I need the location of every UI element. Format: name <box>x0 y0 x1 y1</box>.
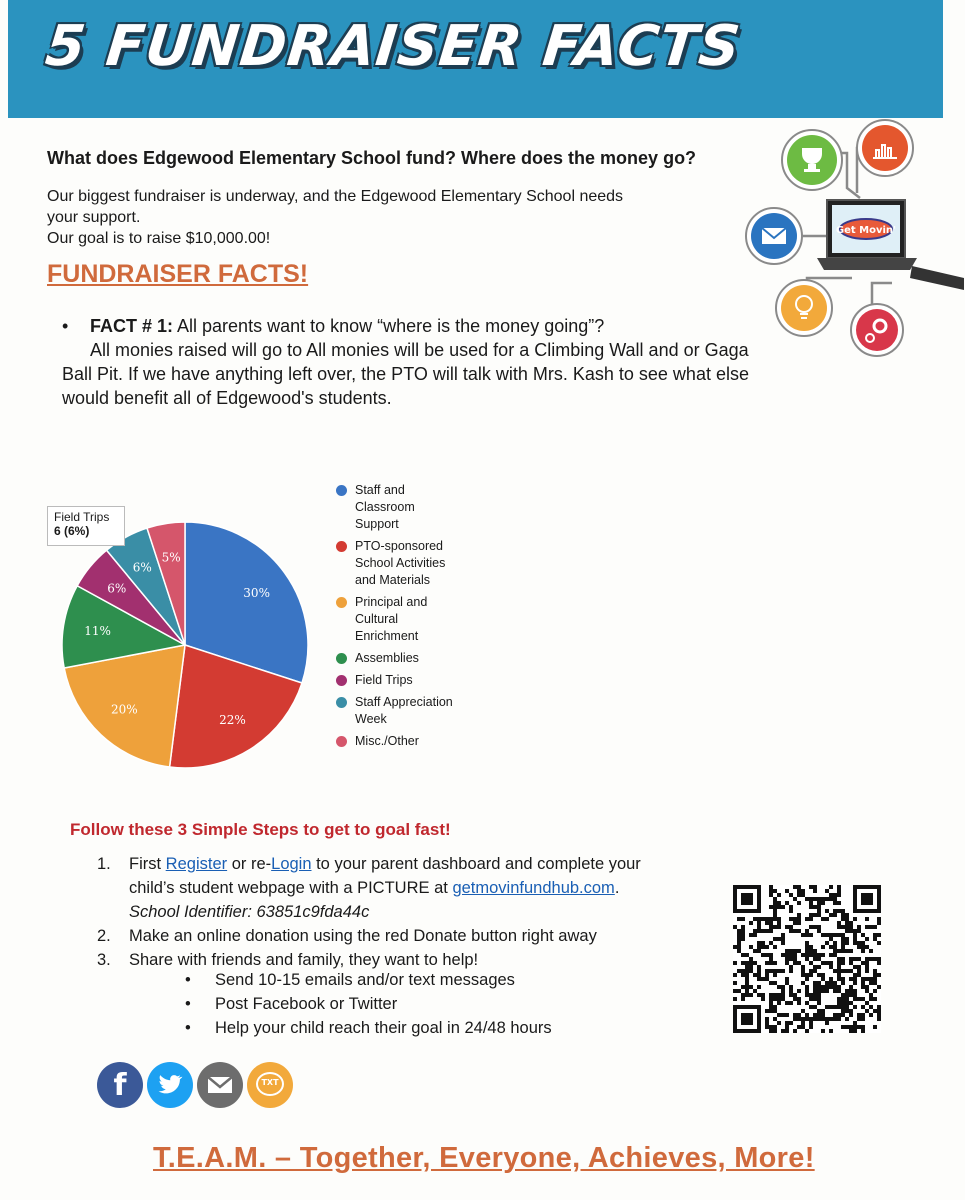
fact-1-label: FACT # 1: <box>90 316 174 336</box>
legend-item[interactable] <box>336 694 496 728</box>
legend-label: Assemblies <box>355 651 419 665</box>
legend-item[interactable] <box>336 482 496 533</box>
txt-label: TXT <box>261 1078 279 1087</box>
step-1-text-d: child’s student webpage with a PICTURE at <box>129 879 453 897</box>
legend-label: Misc./Other <box>355 734 419 748</box>
title-banner <box>8 0 943 118</box>
fact-1-line-2: All monies raised will go to All monies will be used for a Climbing Wall and or Gaga <box>90 340 749 360</box>
step-2 <box>97 924 697 948</box>
twitter-icon[interactable] <box>147 1062 193 1108</box>
chart-tooltip <box>47 506 125 546</box>
step-1 <box>97 852 697 924</box>
share-bullet-1: • Send 10-15 emails and/or text messages <box>185 968 745 992</box>
intro-question: What does Edgewood Elementary School fund? Where does the money go? <box>47 148 697 168</box>
steps-list <box>97 852 697 972</box>
fact-1-line-3: Ball Pit. If we have anything left over, the PTO will talk with Mrs. Kash to see what else <box>62 364 749 384</box>
intro-line-1: Our biggest fundraiser is underway, and the Edgewood Elementary School needs <box>47 188 624 205</box>
facebook-icon[interactable]: f <box>97 1062 143 1108</box>
pie-slice-label: 22% <box>219 712 246 727</box>
legend-dot <box>336 697 347 708</box>
legend-item[interactable] <box>336 733 496 750</box>
qr-code[interactable] <box>732 885 882 1033</box>
step-1-number: 1. <box>97 855 111 873</box>
legend-label: Week <box>355 712 387 726</box>
pie-slice-label: 5% <box>161 550 181 565</box>
step-3-text: Share with friends and family, they want to help! <box>129 951 479 969</box>
step-2-number: 2. <box>97 927 111 945</box>
legend-label: Support <box>355 517 399 531</box>
legend-label: Classroom <box>355 500 415 514</box>
pie-slice-label: 11% <box>84 624 111 639</box>
facts-heading: FUNDRAISER FACTS! <box>47 260 309 288</box>
step-1-text-e: . <box>614 879 620 897</box>
step-2-text: Make an online donation using the red Donate button right away <box>129 927 597 945</box>
legend-item[interactable] <box>336 672 496 689</box>
legend-label: Field Trips <box>355 673 413 687</box>
legend-label: Principal and <box>355 595 428 609</box>
text-message-icon[interactable] <box>247 1062 293 1108</box>
steps-heading: Follow these 3 Simple Steps to get to goal fast! <box>70 820 451 839</box>
legend-item[interactable] <box>336 594 496 645</box>
chart-icon <box>857 120 913 176</box>
intro-text <box>47 186 697 249</box>
trophy-icon <box>782 130 842 190</box>
intro-line-2: your support. <box>47 209 141 226</box>
step-1-text-c: to your parent dashboard and complete your <box>311 855 641 873</box>
school-identifier: School Identifier: 63851c9fda44c <box>129 903 370 921</box>
share-bullet-3: • Help your child reach their goal in 24/48 hours <box>185 1016 745 1040</box>
legend-dot <box>336 736 347 747</box>
legend-label: PTO-sponsored <box>355 539 444 553</box>
legend-item[interactable] <box>336 538 496 589</box>
legend-label: Staff and <box>355 483 405 497</box>
login-link[interactable]: Login <box>271 855 312 873</box>
legend-label: and Materials <box>355 573 431 587</box>
email-icon <box>746 208 802 264</box>
legend-dot <box>336 675 347 686</box>
legend-item[interactable] <box>336 650 496 667</box>
legend-dot <box>336 485 347 496</box>
step-1-text-b: or re- <box>227 855 272 873</box>
chart-legend <box>336 482 496 755</box>
intro-line-3: Our goal is to raise $10,000.00! <box>47 230 271 247</box>
legend-label: School Activities <box>355 556 446 570</box>
team-slogan: T.E.A.M. – Together, Everyone, Achieves, More! <box>153 1142 815 1174</box>
bullet-glyph: • <box>62 316 69 336</box>
share-bullets <box>129 968 745 1040</box>
legend-dot <box>336 541 347 552</box>
fact-1-line-1: All parents want to know “where is the money going”? <box>173 316 605 336</box>
laptop-icon <box>817 200 964 290</box>
fact-1-line-4: would benefit all of Edgewood's students. <box>62 388 392 408</box>
fact-1 <box>62 314 872 410</box>
share-bullet-2: • Post Facebook or Twitter <box>185 992 745 1016</box>
pie-slice-label: 20% <box>111 702 138 717</box>
legend-dot <box>336 653 347 664</box>
legend-label: Cultural <box>355 612 399 626</box>
step-1-text-a: First <box>129 855 166 873</box>
pie-slice-label: 6% <box>132 560 152 575</box>
pie-slice-label: 30% <box>243 585 270 600</box>
tooltip-name: Field Trips <box>54 510 110 524</box>
page-title: 5 FUNDRAISER FACTS <box>42 14 744 79</box>
site-link[interactable]: getmovinfundhub.com <box>452 879 615 897</box>
legend-label: Enrichment <box>355 629 419 643</box>
step-3-number: 3. <box>97 951 111 969</box>
legend-label: Staff Appreciation <box>355 695 453 709</box>
laptop-logo-text: Get Movin' <box>835 225 897 236</box>
pie-slice-label: 6% <box>107 581 127 596</box>
email-share-icon[interactable] <box>197 1062 243 1108</box>
tooltip-value: 6 (6%) <box>54 524 90 538</box>
register-link[interactable]: Register <box>165 855 228 873</box>
legend-dot <box>336 597 347 608</box>
